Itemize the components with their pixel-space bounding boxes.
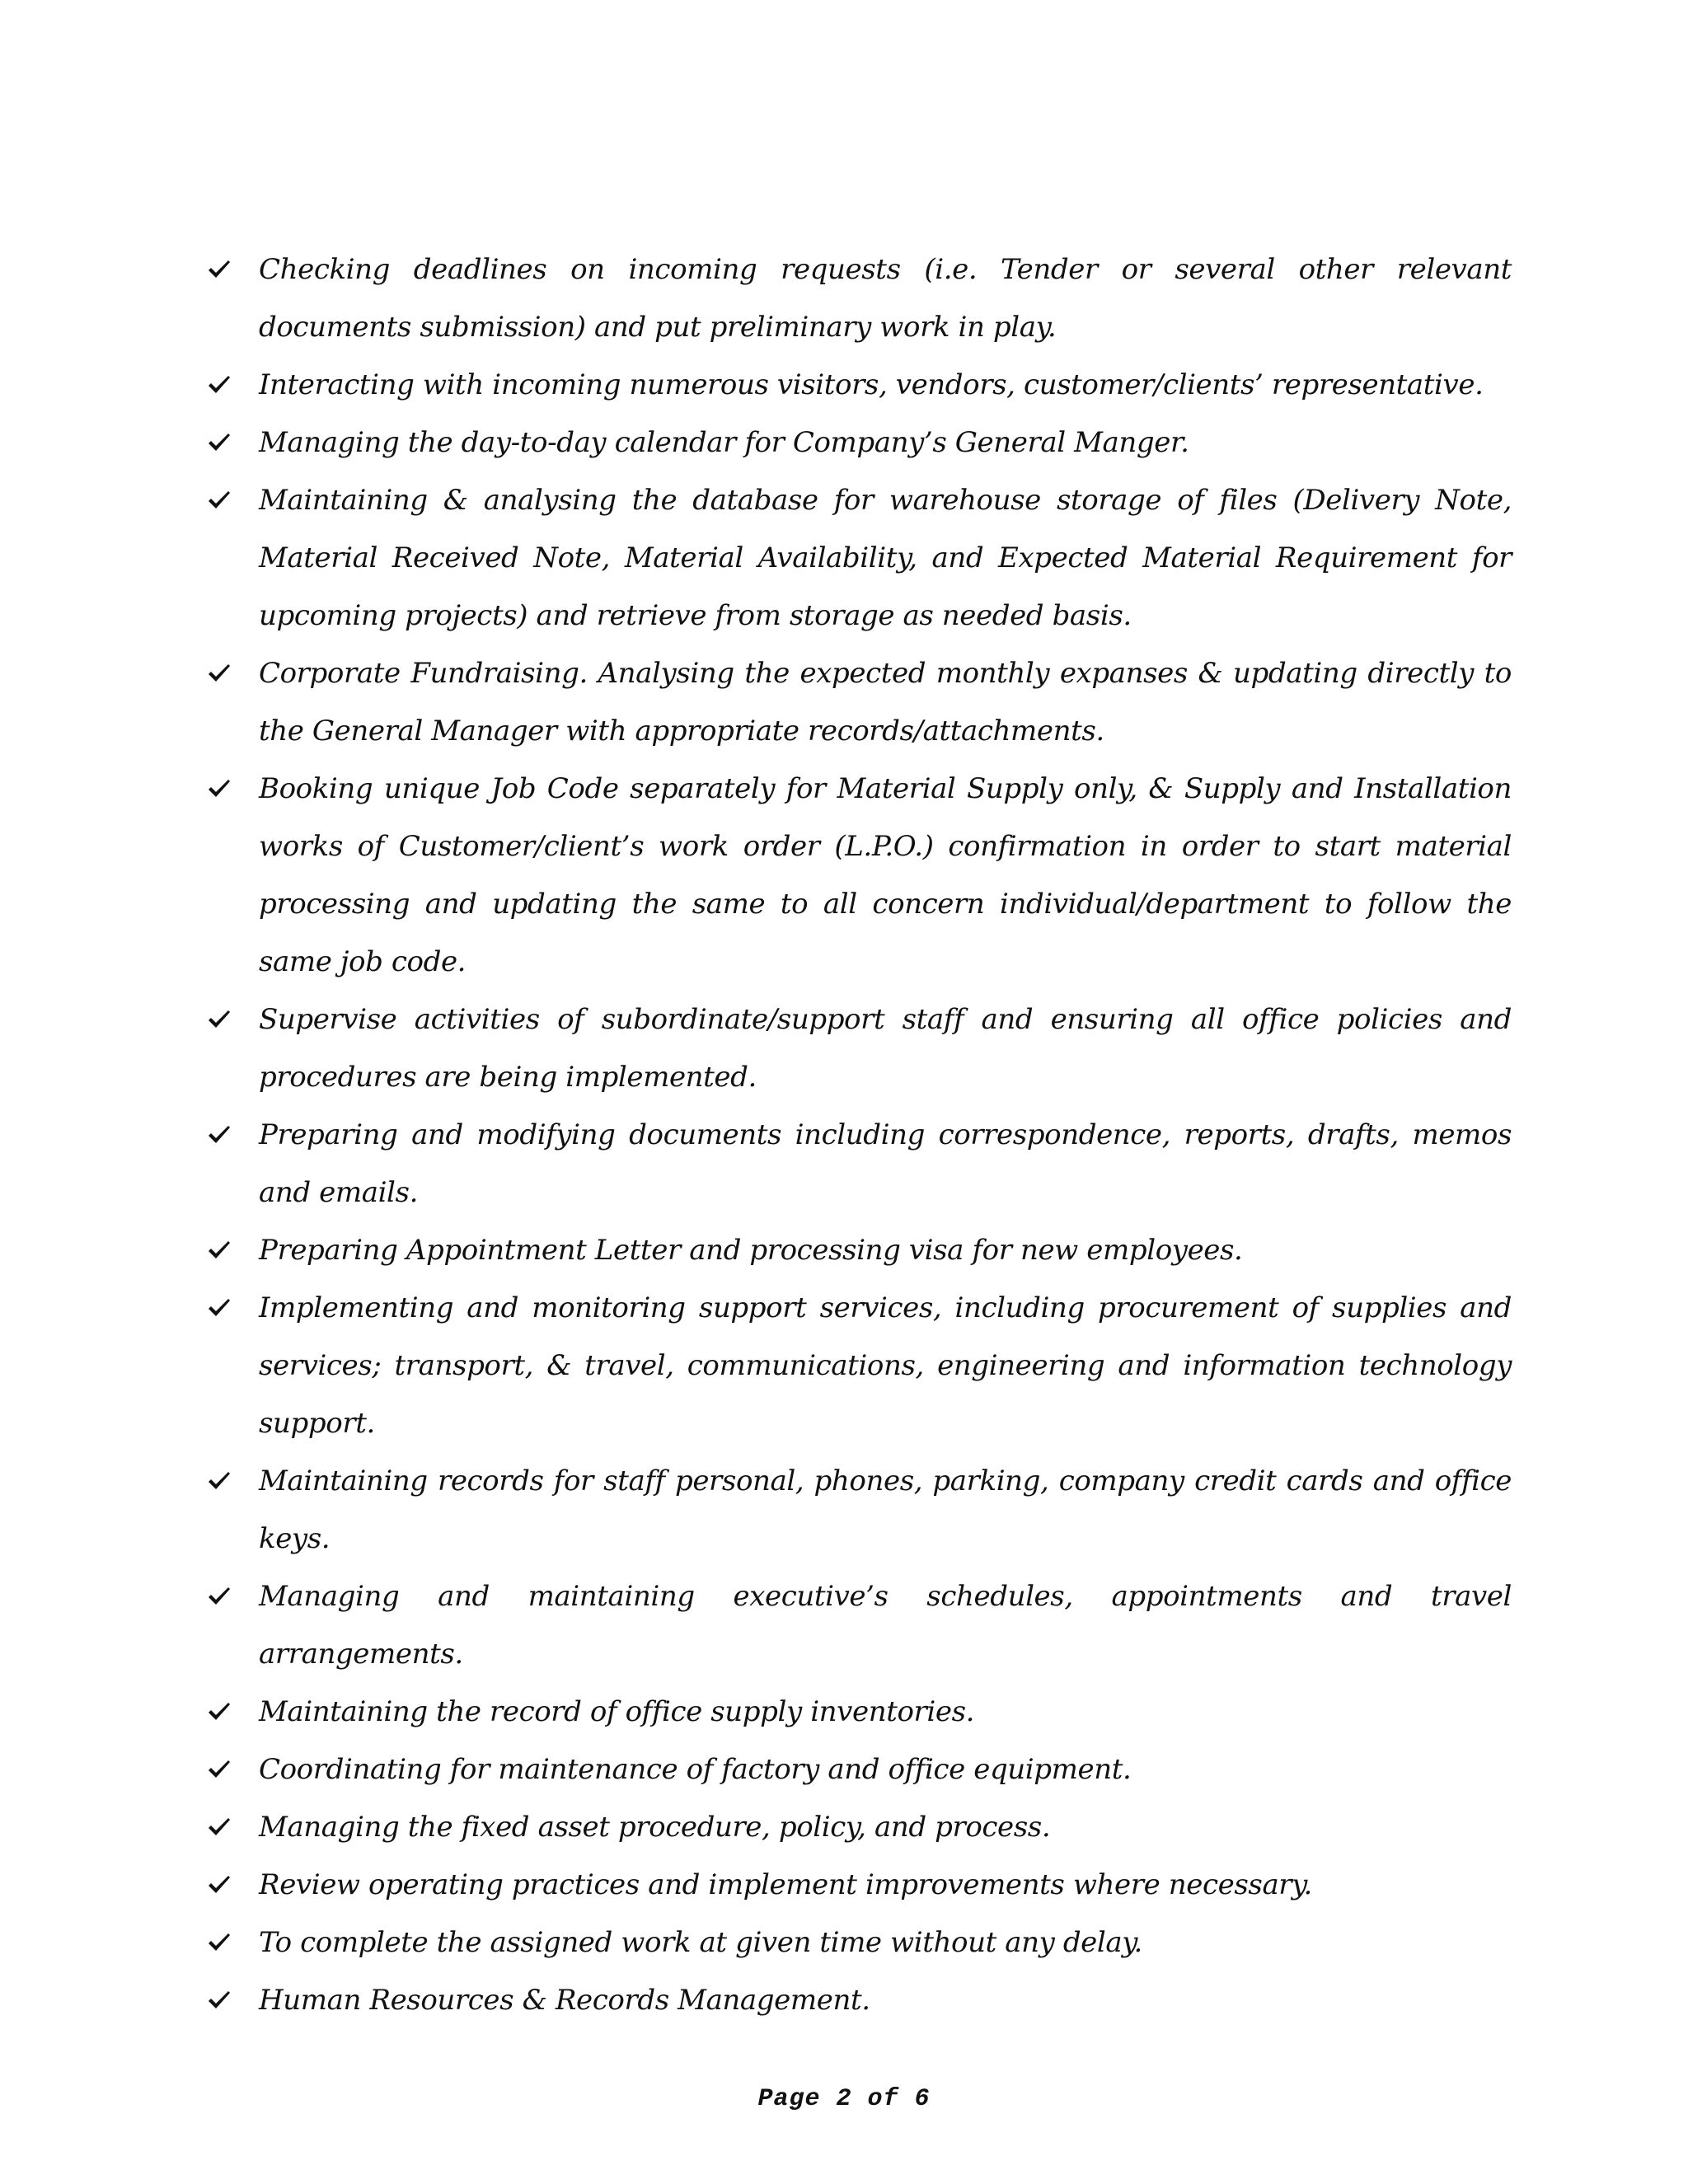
list-item	[208, 241, 1512, 356]
duty-text: Managing the day-to-day calendar for Company’s General Manger.	[259, 426, 1189, 459]
check-mark-icon	[208, 991, 259, 1048]
check-mark-icon	[208, 644, 259, 702]
check-mark-icon	[208, 1452, 259, 1510]
list-item	[208, 1798, 1512, 1856]
list-item	[208, 1741, 1512, 1798]
check-mark-icon	[208, 1106, 259, 1164]
check-mark-icon	[208, 1971, 259, 2029]
list-item	[208, 1452, 1512, 1568]
duty-text: Interacting with incoming numerous visitors, vendors, customer/clients’ representative.	[259, 368, 1484, 401]
duty-text: Maintaining & analysing the database for warehouse storage of files (Delivery Note, Material Received Note, Material Availability, and Expected Material Requirement for upcoming projects) and retrieve from storage as needed basis.	[259, 484, 1512, 632]
check-mark-icon	[208, 1279, 259, 1337]
duty-text: Review operating practices and implement improvements where necessary.	[259, 1868, 1312, 1901]
list-item	[208, 644, 1512, 760]
check-mark-icon	[208, 414, 259, 471]
check-mark-icon	[208, 1856, 259, 1914]
list-item	[208, 991, 1512, 1106]
list-item	[208, 1971, 1512, 2029]
list-item	[208, 356, 1512, 414]
duty-text: Maintaining records for staff personal, phones, parking, company credit cards and office keys.	[259, 1465, 1512, 1555]
duty-text: Supervise activities of subordinate/support staff and ensuring all office policies and procedures are being implemented.	[259, 1003, 1512, 1094]
duty-text: Checking deadlines on incoming requests (i.e. Tender or several other relevant documents submission) and put preliminary work in play.	[259, 253, 1512, 344]
check-mark-icon	[208, 1683, 259, 1741]
check-mark-icon	[208, 1221, 259, 1279]
duty-text: To complete the assigned work at given time without any delay.	[259, 1926, 1142, 1959]
page-number: Page 2 of 6	[757, 2085, 931, 2113]
duty-text: Coordinating for maintenance of factory and office equipment.	[259, 1753, 1132, 1786]
duty-text: Implementing and monitoring support services, including procurement of supplies and services; transport, & travel, communications, engineering and information technology support.	[259, 1291, 1512, 1440]
check-mark-icon	[208, 241, 259, 298]
duty-text: Preparing and modifying documents including correspondence, reports, drafts, memos and emails.	[259, 1118, 1512, 1209]
list-item	[208, 414, 1512, 471]
check-mark-icon	[208, 760, 259, 818]
duties-list	[208, 241, 1512, 2029]
list-item	[208, 471, 1512, 644]
duty-text: Human Resources & Records Management.	[259, 1984, 870, 2017]
list-item	[208, 1106, 1512, 1221]
duty-text: Preparing Appointment Letter and processing visa for new employees.	[259, 1234, 1243, 1267]
list-item	[208, 760, 1512, 991]
duty-text: Maintaining the record of office supply inventories.	[259, 1695, 975, 1728]
check-mark-icon	[208, 1568, 259, 1625]
list-item	[208, 1568, 1512, 1683]
list-item	[208, 1683, 1512, 1741]
duty-text: Corporate Fundraising. Analysing the expected monthly expanses & updating directly to the General Manager with appropriate records/attachments.	[259, 657, 1512, 748]
check-mark-icon	[208, 1741, 259, 1798]
check-mark-icon	[208, 471, 259, 529]
check-mark-icon	[208, 1914, 259, 1971]
list-item	[208, 1221, 1512, 1279]
list-item	[208, 1914, 1512, 1971]
check-mark-icon	[208, 1798, 259, 1856]
duty-text: Managing and maintaining executive’s schedules, appointments and travel arrangements.	[259, 1580, 1512, 1671]
duty-text: Managing the fixed asset procedure, policy, and process.	[259, 1811, 1051, 1844]
list-item	[208, 1279, 1512, 1452]
list-item	[208, 1856, 1512, 1914]
duty-text: Booking unique Job Code separately for Material Supply only, & Supply and Installation works of Customer/client’s work order (L.P.O.) confirmation in order to start material processing and updating the same to all concern individual/department to follow the same job code.	[259, 772, 1512, 978]
check-mark-icon	[208, 356, 259, 414]
